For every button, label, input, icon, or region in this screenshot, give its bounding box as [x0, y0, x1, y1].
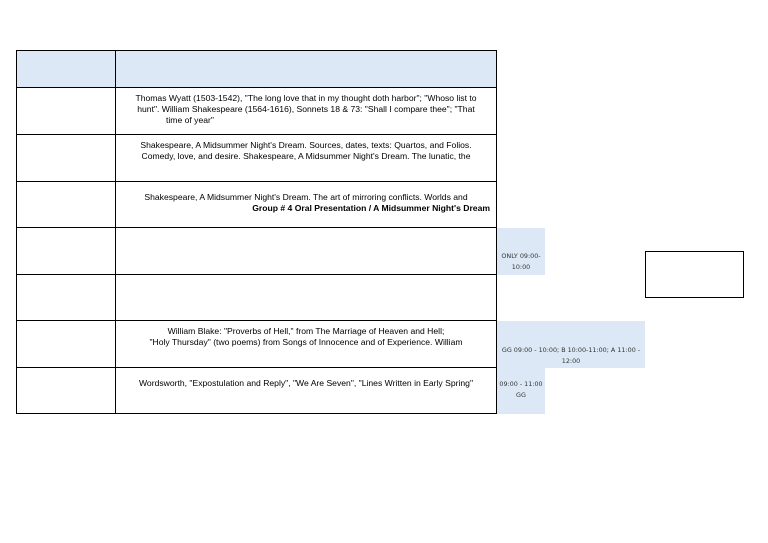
header-cell-2 [116, 50, 497, 88]
topic-cell [116, 368, 497, 414]
topic-line: "Holy Thursday" (two poems) from Songs of Innocence and of Experience. William [149, 337, 463, 347]
date-cell [16, 182, 116, 228]
topic-cell [116, 275, 497, 321]
side-note [497, 228, 545, 275]
date-cell [16, 321, 116, 368]
date-cell [16, 275, 116, 321]
side-note [497, 321, 645, 368]
header-cell-1 [16, 50, 116, 88]
topic-cell [116, 135, 497, 182]
oral-presentation-note: Group # 4 Oral Presentation / A Midsummer Night's Dream [252, 203, 490, 213]
side-note-line: 12:00 [561, 357, 581, 365]
side-note-line: GG [516, 391, 526, 399]
topic-line: William Blake: "Proverbs of Hell," from The Marriage of Heaven and Hell; [167, 326, 445, 336]
side-note-line: 10:00 [511, 263, 531, 271]
side-note-line: ONLY 09:00- [501, 252, 541, 260]
topic-line: hunt". William Shakespeare (1564-1616), Sonnets 18 & 73: "Shall I compare thee"; "That [137, 104, 475, 114]
empty-box [645, 251, 744, 298]
side-note-line: GG 09:00 - 10:00; B 10:00-11:00; A 11:00 - [501, 346, 641, 354]
topic-cell [116, 88, 497, 135]
topic-cell [116, 182, 497, 228]
topic-cell [116, 228, 497, 275]
date-cell [16, 135, 116, 182]
topic-line: Thomas Wyatt (1503-1542), "The long love that in my thought doth harbor"; "Whoso list to [135, 93, 477, 103]
date-cell [16, 368, 116, 414]
topic-line: Shakespeare, A Midsummer Night's Dream. The art of mirroring conflicts. Worlds and [144, 192, 468, 202]
side-note-line: 09:00 - 11:00 [499, 380, 543, 388]
topic-line: Comedy, love, and desire. Shakespeare, A Midsummer Night's Dream. The lunatic, the [141, 151, 471, 161]
topic-line: time of year" [166, 115, 214, 125]
topic-cell [116, 321, 497, 368]
date-cell [16, 88, 116, 135]
topic-line: Wordsworth, "Expostulation and Reply", "We Are Seven", "Lines Written in Early Spring" [138, 378, 474, 388]
topic-line: Shakespeare, A Midsummer Night's Dream. Sources, dates, texts: Quartos, and Folios. [140, 140, 472, 150]
date-cell [16, 228, 116, 275]
side-note [497, 368, 545, 414]
